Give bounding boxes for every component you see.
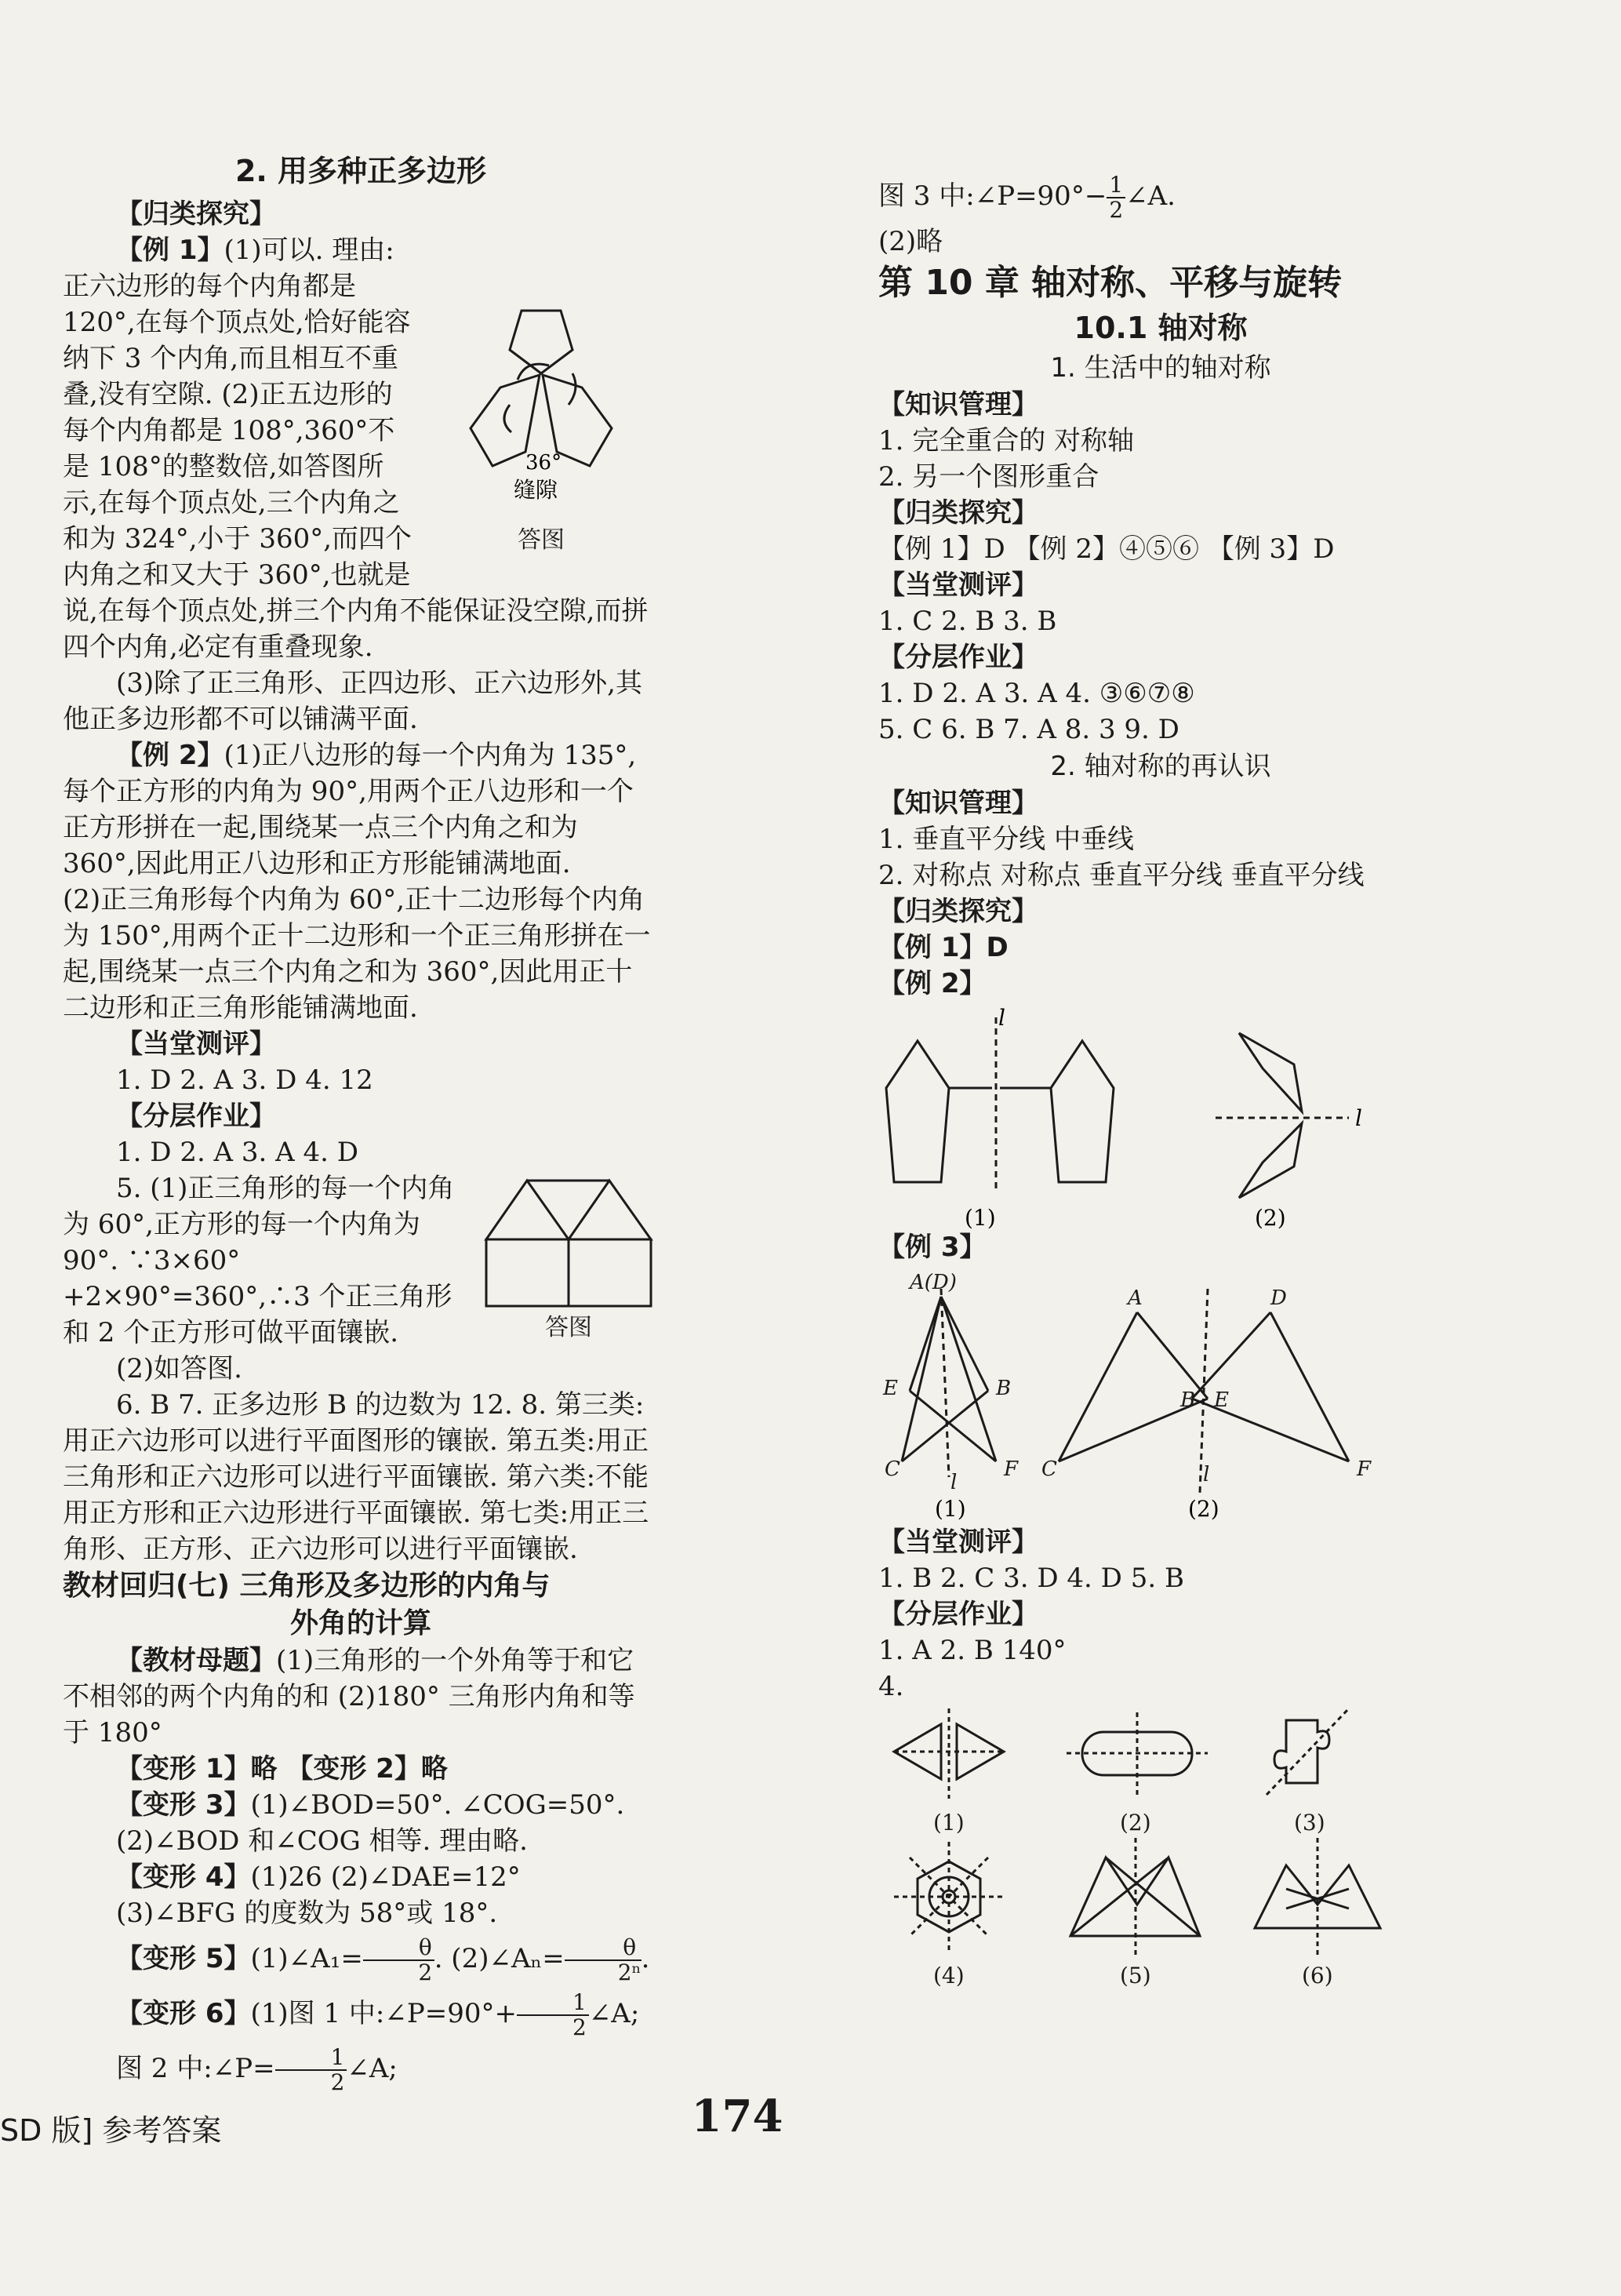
- right-column: [878, 169, 1443, 2034]
- left-column: [63, 149, 659, 2096]
- fraction: $\frac{1}{2}$: [1107, 173, 1125, 222]
- variant-3-a: (1)∠BOD=50°. ∠COG=50°.: [250, 1789, 625, 1821]
- example-2-figures: [878, 1002, 1427, 1229]
- tag-homework: 【分层作业】: [878, 642, 1038, 673]
- fraction: $\frac{\theta}{\text{2ⁿ}}$: [565, 1936, 641, 1985]
- variant-4-tag: 【变形 4】: [116, 1861, 251, 1893]
- figure-caption-3-1: (1): [935, 1496, 966, 1522]
- knowledge-2-2: 2. 对称点 对称点 垂直平分线 垂直平分线: [878, 860, 1365, 891]
- label-a-2: A: [1128, 1286, 1143, 1310]
- tag-homework: 【分层作业】: [116, 1101, 276, 1132]
- subsection-title-1: 1. 生活中的轴对称: [1050, 352, 1271, 384]
- example-2: 【例 2】: [878, 968, 987, 999]
- example-2-tag: 【例 2】: [116, 740, 224, 771]
- example-1-text: (1)可以. 理由:正六边形的每个内角都是 120°,在每个顶点处,恰好能容纳下 3 个内角,而且相互不重叠,没有空隙. (2)正五边形的每个内角都是 108°,360°不是 108°的整数倍,如答图所示,在每个顶点处,三个内角之和为 324°,小于 360°,而四个内角之和又大于 360°,也就是说,在每个顶点处,拼三个内角不能保证没空隙,而拼四个内角,必定有重叠现象.: [63, 235, 649, 663]
- label-l: l: [950, 1471, 958, 1494]
- caption-6: (6): [1302, 1963, 1333, 1989]
- review-title-2: 外角的计算: [289, 1607, 431, 1639]
- gap-angle-label: 36°: [525, 451, 562, 475]
- homework-6-8: 6. B 7. 正多边形 B 的边数为 12. 8. 第三类:用正六边形可以进行平面图形的镶嵌. 第五类:用正三角形和正六边形可以进行平面镶嵌. 第六类:不能用正方形和正六边形进行平面镶嵌. 第七类:用正三角形、正方形、正六边形可以进行平面镶嵌.: [63, 1389, 649, 1565]
- figure-caption-2: (2): [1255, 1205, 1286, 1229]
- tag-knowledge: 【知识管理】: [878, 389, 1038, 420]
- fraction: $\frac{1}{2}$: [275, 2046, 347, 2094]
- variant-4-b: (3)∠BFG 的度数为 58°或 18°.: [116, 1898, 498, 1929]
- label-d-2: D: [1270, 1286, 1287, 1310]
- label-a-d: A(D): [910, 1271, 957, 1294]
- variant-5-a: (1)∠A₁=: [250, 1943, 363, 1974]
- homework-line-2: 5. C 6. B 7. A 8. 3 9. D: [878, 714, 1179, 745]
- pentagon-gap-diagram: [423, 287, 659, 522]
- example-1-part3: (3)除了正三角形、正四边形、正六边形外,其他正多边形都不可以铺满平面.: [63, 668, 642, 735]
- homework-2-line-1: 1. A 2. B 140°: [878, 1635, 1067, 1666]
- example-2-text-2: (2)正三角形每个内角为 60°,正十二边形每个内角为 150°,用两个正十二边形和一个正三角形拼在一起,围绕某一点三个内角之和为 360°,因此用正十二边形和正三角形能铺满地面.: [63, 884, 651, 1024]
- variant-6-b-end: ∠A;: [347, 2053, 398, 2084]
- knowledge-2: 2. 另一个图形重合: [878, 461, 1099, 493]
- variant-6-tag: 【变形 6】: [116, 1998, 251, 2029]
- example-3: 【例 3】: [878, 1232, 987, 1263]
- fig3-text: 图 3 中:∠P=90°−: [878, 180, 1107, 212]
- variant-6-a: (1)图 1 中:∠P=90°+: [250, 1998, 517, 2029]
- tag-test-2: 【当堂测评】: [878, 1526, 1038, 1558]
- test-answers: 1. D 2. A 3. D 4. 12: [116, 1064, 373, 1096]
- section-title: 10.1 轴对称: [1074, 311, 1248, 345]
- caption-3: (3): [1294, 1810, 1325, 1836]
- homework-5: [63, 1170, 659, 1387]
- fraction: $\frac{\theta}{2}$: [363, 1936, 434, 1985]
- label-c-2: C: [1041, 1457, 1057, 1481]
- label-b-2: B: [1180, 1388, 1196, 1412]
- tessellation-figure: [478, 1177, 659, 1346]
- homework-line-1: 1. D 2. A 3. A 4. D: [116, 1137, 359, 1168]
- footer-edition: SD 版] 参考答案: [0, 2113, 222, 2148]
- variant-6-b: 图 2 中:∠P=: [116, 2053, 275, 2084]
- tag-homework-2: 【分层作业】: [878, 1599, 1038, 1630]
- tag-test: 【当堂测评】: [878, 569, 1038, 601]
- variant-4-a: (1)26 (2)∠DAE=12°: [250, 1861, 521, 1893]
- example-3-figures: [878, 1265, 1427, 1524]
- subsection-title-2: 2. 轴对称的再认识: [1050, 751, 1271, 782]
- example-1: [63, 232, 659, 737]
- variant-5-tag: 【变形 5】: [116, 1943, 251, 1974]
- knowledge-2-1: 1. 垂直平分线 中垂线: [878, 824, 1135, 855]
- tag-explore-2: 【归类探究】: [878, 896, 1038, 927]
- caption-2: (2): [1120, 1810, 1151, 1836]
- caption-5: (5): [1120, 1963, 1151, 1989]
- mother-tag: 【教材母题】: [116, 1645, 276, 1676]
- fig3-end: ∠A.: [1125, 180, 1176, 212]
- tag-explore: 【归类探究】: [116, 198, 276, 230]
- page-number: 174: [691, 2090, 783, 2142]
- label-c: C: [885, 1457, 900, 1481]
- chapter-title: 第 10 章 轴对称、平移与旋转: [878, 263, 1343, 303]
- figure-caption-3-2: (2): [1188, 1496, 1219, 1522]
- label-b: B: [996, 1377, 1012, 1400]
- omit-line: (2)略: [878, 226, 943, 257]
- triangle-square-tiling: [478, 1177, 659, 1310]
- homework-5-text: 5. (1)正三角形的每一个内角为 60°,正方形的每一个内角为 90°. ∵3×60°+2×90°=360°,∴3 个正三角形和 2 个正方形可做平面镶嵌.: [63, 1173, 455, 1348]
- figure-caption: 答图: [518, 526, 565, 554]
- caption-1: (1): [933, 1810, 965, 1836]
- homework-5b: (2)如答图.: [116, 1353, 242, 1385]
- mother-text: (1)三角形的一个外角等于和它不相邻的两个内角的和 (2)180° 三角形内角和等于 180°: [63, 1645, 635, 1748]
- label-l-2: l: [1203, 1463, 1210, 1486]
- label-f: F: [1004, 1457, 1019, 1481]
- homework-2-line-2: 4.: [878, 1671, 904, 1702]
- pentagon-figure: [423, 287, 659, 559]
- test-line: 1. C 2. B 3. B: [878, 606, 1057, 637]
- figure-caption-2: 答图: [545, 1314, 592, 1341]
- tag-explore: 【归类探究】: [878, 497, 1038, 529]
- figure-caption-1: (1): [965, 1205, 996, 1229]
- axis-label-l: l: [998, 1005, 1005, 1031]
- variant-5-end: .: [641, 1943, 650, 1974]
- axis-label-l-2: l: [1355, 1105, 1362, 1131]
- example-1-tag: 【例 1】: [116, 235, 224, 266]
- label-e: E: [883, 1377, 898, 1400]
- caption-4: (4): [933, 1963, 965, 1989]
- review-title-1: 教材回归(七) 三角形及多边形的内角与: [63, 1570, 551, 1602]
- variant-3-b: (2)∠BOD 和∠COG 相等. 理由略.: [116, 1825, 528, 1857]
- gap-label: 缝隙: [514, 477, 558, 503]
- label-f-2: F: [1357, 1457, 1372, 1481]
- example-1: 【例 1】D: [878, 932, 1009, 963]
- section-title: 2. 用多种正多边形: [234, 154, 487, 188]
- tag-test: 【当堂测评】: [116, 1028, 276, 1060]
- example-2-text-1: (1)正八边形的每一个内角为 135°,每个正方形的内角为 90°,用两个正八边形和一个正方形拼在一起,围绕某一点三个内角之和为 360°,因此用正八边形和正方形能铺满地面.: [63, 740, 637, 879]
- variant-5-b: . (2)∠Aₙ=: [434, 1943, 565, 1974]
- tag-knowledge-2: 【知识管理】: [878, 788, 1038, 819]
- variant-6-a-end: ∠A;: [588, 1998, 640, 2029]
- examples-line: 【例 1】D 【例 2】④⑤⑥ 【例 3】D: [878, 533, 1335, 565]
- variant-1-2: 【变形 1】略 【变形 2】略: [116, 1753, 448, 1785]
- label-e-2: E: [1214, 1388, 1229, 1412]
- fraction: $\frac{1}{2}$: [517, 1991, 589, 2039]
- homework-line-1: 1. D 2. A 3. A 4. ③⑥⑦⑧: [878, 678, 1195, 709]
- knowledge-1: 1. 完全重合的 对称轴: [878, 425, 1135, 457]
- symmetry-figures: [878, 1705, 1427, 2034]
- test-2-line: 1. B 2. C 3. D 4. D 5. B: [878, 1563, 1184, 1594]
- variant-3-tag: 【变形 3】: [116, 1789, 251, 1821]
